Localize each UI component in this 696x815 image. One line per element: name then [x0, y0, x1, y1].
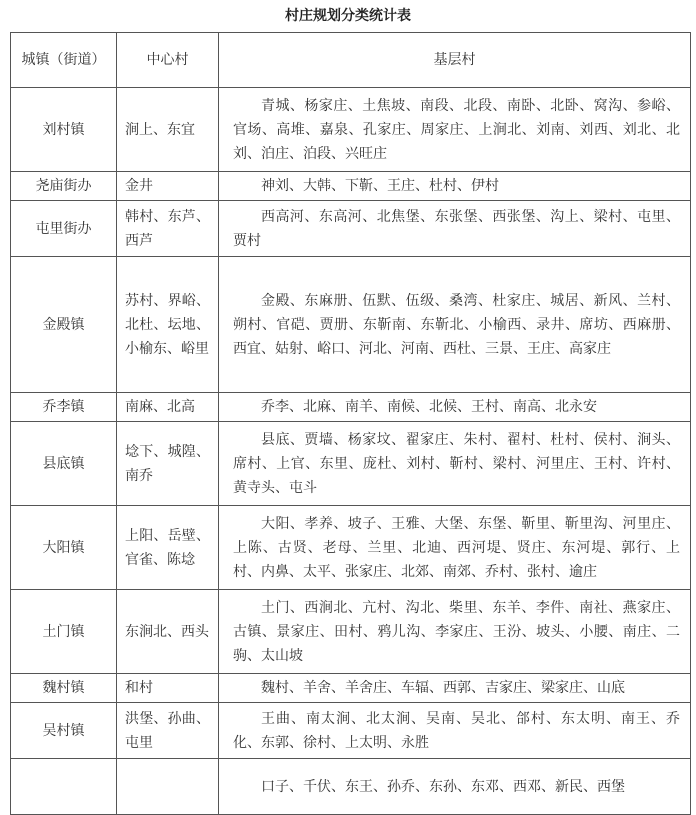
table-row — [11, 703, 691, 759]
center-village-cell: 金井 — [117, 172, 219, 201]
table-row — [11, 88, 691, 172]
table-row — [11, 172, 691, 201]
header-center-village: 中心村 — [117, 33, 219, 88]
base-village-cell: 乔李、北麻、南羊、南候、北候、王村、南高、北永安 — [219, 393, 691, 422]
town-cell: 金殿镇 — [11, 257, 117, 393]
header-base-village: 基层村 — [219, 33, 691, 88]
town-cell: 屯里街办 — [11, 201, 117, 257]
center-village-cell: 涧上、东宜 — [117, 88, 219, 172]
center-village-cell: 和村 — [117, 674, 219, 703]
base-village-cell: 青城、杨家庄、土焦坡、南段、北段、南卧、北卧、窝沟、参峪、官场、高堆、嘉泉、孔家庄、周家庄、上涧北、刘南、刘西、刘北、北刘、泊庄、泊段、兴旺庄 — [219, 88, 691, 172]
town-cell: 县底镇 — [11, 422, 117, 506]
center-village-cell: 上阳、岳壁、官雀、陈埝 — [117, 506, 219, 590]
base-village-cell: 县底、贾墙、杨家坟、翟家庄、朱村、翟村、杜村、侯村、涧头、席村、上官、东里、庞杜、刘村、靳村、梁村、河里庄、王村、许村、黄寺头、屯斗 — [219, 422, 691, 506]
village-planning-table — [10, 32, 691, 815]
base-village-cell: 大阳、孝养、坡子、王雅、大堡、东堡、靳里、靳里沟、河里庄、上陈、古贤、老母、兰里、北迪、西河堤、贤庄、东河堤、郭行、上村、内鼻、太平、张家庄、北郊、南郊、乔村、张村、逾庄 — [219, 506, 691, 590]
town-cell: 吴村镇 — [11, 703, 117, 759]
table-row — [11, 201, 691, 257]
base-village-cell: 神刘、大韩、下靳、王庄、杜村、伊村 — [219, 172, 691, 201]
table-row — [11, 506, 691, 590]
header-town: 城镇（街道） — [11, 33, 117, 88]
town-cell — [11, 759, 117, 815]
base-village-cell: 土门、西涧北、亢村、沟北、柴里、东羊、李件、南社、燕家庄、古镇、景家庄、田村、鸦儿沟、李家庄、王汾、坡头、小腰、南庄、二驹、太山坡 — [219, 590, 691, 674]
center-village-cell — [117, 759, 219, 815]
center-village-cell: 洪堡、孙曲、屯里 — [117, 703, 219, 759]
center-village-cell: 埝下、城隍、南乔 — [117, 422, 219, 506]
center-village-cell: 苏村、界峪、北杜、坛地、小榆东、峪里 — [117, 257, 219, 393]
base-village-cell: 魏村、羊舍、羊舍庄、车辐、西郭、吉家庄、梁家庄、山底 — [219, 674, 691, 703]
table-row — [11, 674, 691, 703]
town-cell: 土门镇 — [11, 590, 117, 674]
base-village-cell: 金殿、东麻册、伍默、伍级、桑湾、杜家庄、城居、新风、兰村、朔村、官硙、贾册、东靳南、东靳北、小榆西、录井、席坊、西麻册、西宜、姑射、峪口、河北、河南、西杜、三景、王庄、高家庄 — [219, 257, 691, 393]
center-village-cell: 韩村、东芦、西芦 — [117, 201, 219, 257]
town-cell: 刘村镇 — [11, 88, 117, 172]
table-row — [11, 759, 691, 815]
base-village-cell: 王曲、南太涧、北太涧、吴南、吴北、郃村、东太明、南王、乔化、东郭、徐村、上太明、永胜 — [219, 703, 691, 759]
center-village-cell: 东涧北、西头 — [117, 590, 219, 674]
table-row — [11, 422, 691, 506]
town-cell: 魏村镇 — [11, 674, 117, 703]
town-cell: 尧庙街办 — [11, 172, 117, 201]
center-village-cell: 南麻、北高 — [117, 393, 219, 422]
town-cell: 大阳镇 — [11, 506, 117, 590]
base-village-cell: 西高河、东高河、北焦堡、东张堡、西张堡、沟上、梁村、屯里、贾村 — [219, 201, 691, 257]
header-row — [11, 33, 691, 88]
table-row — [11, 257, 691, 393]
base-village-cell: 口子、千伏、东王、孙乔、东孙、东邓、西邓、新民、西堡 — [219, 759, 691, 815]
town-cell: 乔李镇 — [11, 393, 117, 422]
table-row — [11, 393, 691, 422]
table-row — [11, 590, 691, 674]
page-title: 村庄规划分类统计表 — [285, 8, 411, 24]
